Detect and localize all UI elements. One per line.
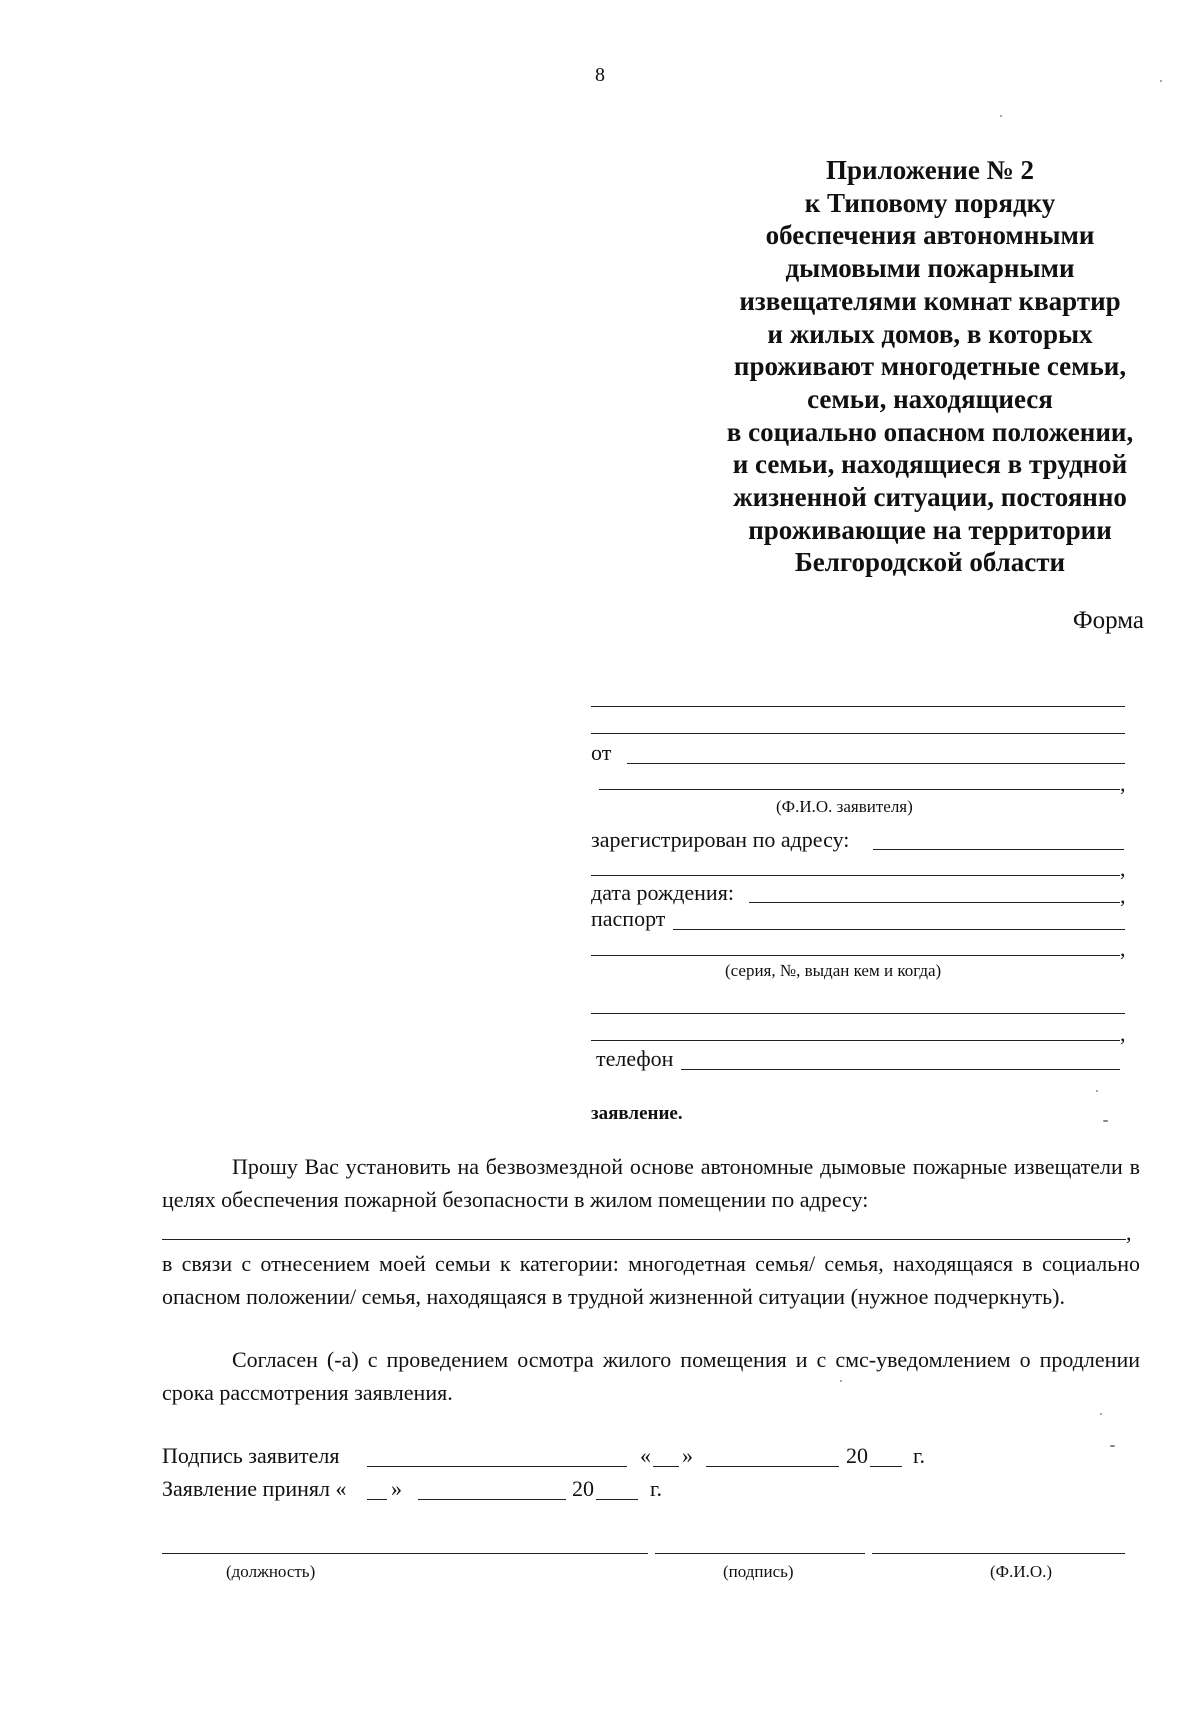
year-suffix: г. [913,1443,926,1468]
signature-line[interactable] [655,1553,865,1554]
request-paragraph [162,1150,1140,1216]
appendix-line: дымовыми пожарными [785,253,1075,284]
month-line[interactable] [706,1466,839,1467]
appendix-line: и семьи, находящиеся в трудной [732,449,1128,480]
day-line[interactable] [653,1466,679,1467]
passport-line[interactable] [673,929,1125,930]
applicant-name-line[interactable] [627,763,1125,764]
request-text: Прошу Вас установить на безвозмездной основе автономные дымовые пожарные извещатели в целях обеспечения пожарной безопасности в жилом помещении по адресу: [162,1154,1140,1212]
fio-footer-caption: (Ф.И.О.) [990,1562,1053,1581]
appendix-line: жизненной ситуации, постоянно [733,482,1127,513]
birth-date-line[interactable] [749,902,1120,903]
passport-extra-line[interactable] [591,1040,1120,1041]
category-paragraph [162,1247,1140,1313]
fio-line[interactable] [872,1553,1125,1554]
applicant-signature-label: Подпись заявителя [162,1443,340,1468]
consent-text: Согласен (-а) с проведением осмотра жилого помещения и с смс-уведомлением о продлении срока рассмотрения заявления. [162,1347,1140,1405]
appendix-line: проживающие на территории [748,514,1112,545]
appendix-heading [665,154,1195,579]
appendix-line: и жилых домов, в которых [767,318,1093,349]
appendix-line: извещателями комнат квартир [739,285,1121,316]
birth-date-label: дата рождения: [591,880,734,905]
accepted-year-suffix: г. [650,1476,663,1501]
passport-extra-line[interactable] [591,1013,1125,1014]
comma: , [1126,1220,1132,1245]
from-label: от [591,740,612,765]
passport-line[interactable] [591,955,1120,956]
applicant-signature-line[interactable] [367,1466,627,1467]
consent-paragraph [162,1343,1140,1409]
comma: , [1120,936,1126,961]
phone-label: телефон [596,1046,674,1071]
quote-open: « [640,1443,651,1468]
appendix-line: семьи, находящиеся [807,383,1053,414]
accepted-label: Заявление принял « [162,1476,347,1501]
accepted-year-line[interactable] [596,1499,638,1500]
scan-speck [1160,80,1162,82]
comma: , [1120,856,1126,881]
accepted-month-line[interactable] [418,1499,566,1500]
applicant-name-line[interactable] [599,789,1120,790]
recipient-line[interactable] [591,706,1125,707]
passport-label: паспорт [591,906,666,931]
quote-close: » [682,1443,693,1468]
form-label: Форма [1072,607,1144,634]
address-label: зарегистрирован по адресу: [591,827,850,852]
accepted-quote-close: » [391,1476,402,1501]
scan-speck [1100,1413,1102,1415]
appendix-line: Приложение № 2 [826,155,1034,185]
fio-caption: (Ф.И.О. заявителя) [776,797,913,816]
scan-speck [1110,1445,1115,1447]
passport-caption: (серия, №, выдан кем и когда) [725,961,942,980]
comma: , [1120,883,1126,908]
scan-speck [1000,115,1002,117]
page-number: 8 [595,64,605,86]
appendix-line: обеспечения автономными [765,220,1095,251]
property-address-line[interactable] [162,1239,1126,1240]
address-line[interactable] [873,849,1124,850]
category-text: в связи с отнесением моей семьи к категории: многодетная семья/ семья, находящаяся в социально опасном положении/ семья, находящаяся в трудной жизненной ситуации (нужное подчеркнуть). [162,1251,1140,1309]
year-prefix: 20 [846,1443,868,1468]
scan-speck [1096,1090,1098,1092]
accepted-year-prefix: 20 [572,1476,594,1501]
comma: , [1120,1021,1126,1046]
scan-speck [1103,1120,1108,1122]
appendix-line: проживают многодетные семьи, [733,351,1127,382]
position-caption: (должность) [226,1562,316,1581]
scan-speck [840,1380,842,1382]
statement-title: заявление. [591,1103,683,1124]
appendix-line: в социально опасном положении, [726,416,1134,447]
year-line[interactable] [870,1466,902,1467]
position-line[interactable] [162,1553,648,1554]
accepted-day-line[interactable] [367,1499,387,1500]
signature-caption: (подпись) [723,1562,794,1581]
appendix-line: к Типовому порядку [804,187,1056,218]
recipient-line[interactable] [591,733,1125,734]
phone-line[interactable] [681,1069,1120,1070]
appendix-line: Белгородской области [794,547,1066,578]
comma: , [1120,771,1126,796]
address-line[interactable] [591,875,1120,876]
